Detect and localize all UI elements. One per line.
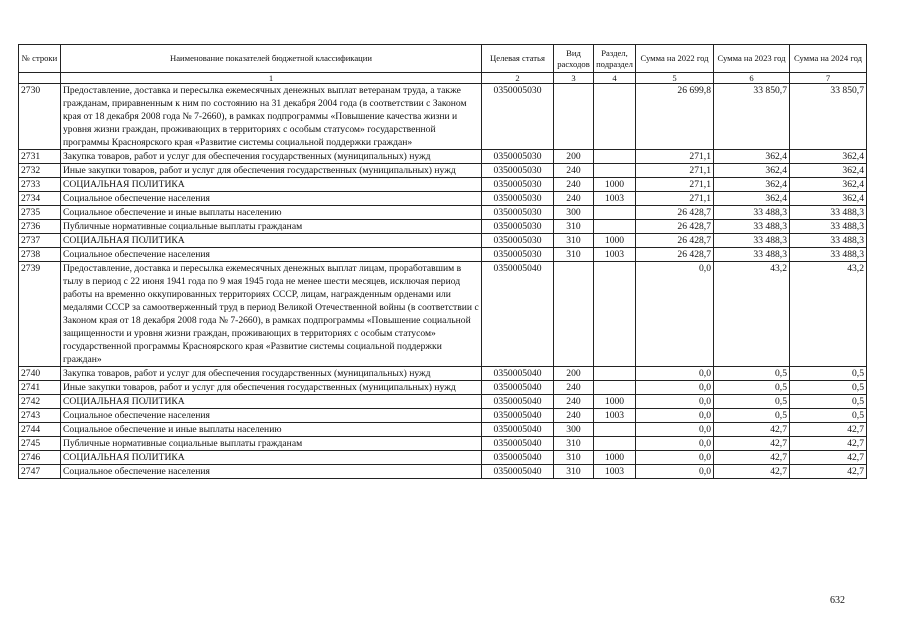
header-sum-2024: Сумма на 2024 год	[790, 45, 867, 73]
row-name: Социальное обеспечение населения	[61, 465, 482, 479]
row-sum-2023: 33 488,3	[714, 248, 790, 262]
row-sum-2023: 362,4	[714, 178, 790, 192]
row-name: Социальное обеспечение и иные выплаты населению	[61, 206, 482, 220]
row-target-code: 0350005030	[482, 248, 554, 262]
row-expense-type: 240	[554, 192, 594, 206]
row-sum-2022: 271,1	[636, 192, 714, 206]
row-section: 1003	[594, 248, 636, 262]
row-expense-type: 310	[554, 220, 594, 234]
table-header-row	[19, 45, 867, 73]
row-number: 2738	[19, 248, 61, 262]
row-section	[594, 206, 636, 220]
row-target-code: 0350005040	[482, 409, 554, 423]
table-row	[19, 409, 867, 423]
row-expense-type: 310	[554, 451, 594, 465]
table-row	[19, 437, 867, 451]
row-sum-2024: 42,7	[790, 437, 867, 451]
row-sum-2024: 362,4	[790, 192, 867, 206]
table-row	[19, 192, 867, 206]
row-section	[594, 220, 636, 234]
row-name: Публичные нормативные социальные выплаты гражданам	[61, 220, 482, 234]
row-expense-type: 240	[554, 178, 594, 192]
row-sum-2022: 0,0	[636, 367, 714, 381]
row-expense-type	[554, 84, 594, 150]
row-sum-2022: 271,1	[636, 178, 714, 192]
row-target-code: 0350005040	[482, 381, 554, 395]
row-name: СОЦИАЛЬНАЯ ПОЛИТИКА	[61, 395, 482, 409]
row-target-code: 0350005040	[482, 395, 554, 409]
row-target-code: 0350005040	[482, 465, 554, 479]
row-number: 2735	[19, 206, 61, 220]
row-target-code: 0350005030	[482, 150, 554, 164]
column-number: 3	[554, 73, 594, 84]
row-sum-2024: 0,5	[790, 395, 867, 409]
column-number: 4	[594, 73, 636, 84]
budget-table-frame	[18, 44, 866, 479]
header-target: Целевая статья	[482, 45, 554, 73]
row-name: Иные закупки товаров, работ и услуг для обеспечения государственных (муниципальных) нужд	[61, 164, 482, 178]
table-row	[19, 150, 867, 164]
row-sum-2024: 33 488,3	[790, 206, 867, 220]
row-number: 2747	[19, 465, 61, 479]
row-sum-2023: 33 850,7	[714, 84, 790, 150]
row-name: СОЦИАЛЬНАЯ ПОЛИТИКА	[61, 451, 482, 465]
row-section	[594, 262, 636, 367]
row-target-code: 0350005040	[482, 451, 554, 465]
row-expense-type: 240	[554, 381, 594, 395]
row-sum-2022: 0,0	[636, 437, 714, 451]
row-name: Предоставление, доставка и пересылка ежемесячных денежных выплат лицам, проработавшим в тылу в период с 22 июня 1941 года по 9 мая 1945 года не менее шести месяцев, исключая период работы на временно оккупированных территориях СССР, лицам, награжденным орденами или медалями СССР за самоотверженный труд в период Великой Отечественной войны (в соответствии с Законом края от 18 декабря 2008 года № 7-2660), в рамках подпрограммы «Повышение социальной защищенности и уровня жизни граждан, проживающих в территориях с особым статусом» государственной программы Красноярского края «Развитие системы социальной поддержки граждан»	[61, 262, 482, 367]
row-sum-2022: 0,0	[636, 381, 714, 395]
row-sum-2024: 33 488,3	[790, 220, 867, 234]
row-sum-2023: 0,5	[714, 381, 790, 395]
header-expense-type: Вид расходов	[554, 45, 594, 73]
row-sum-2022: 0,0	[636, 395, 714, 409]
row-name: СОЦИАЛЬНАЯ ПОЛИТИКА	[61, 178, 482, 192]
table-row	[19, 220, 867, 234]
row-sum-2023: 0,5	[714, 367, 790, 381]
row-sum-2023: 43,2	[714, 262, 790, 367]
row-expense-type: 300	[554, 206, 594, 220]
row-target-code: 0350005040	[482, 437, 554, 451]
row-section: 1000	[594, 451, 636, 465]
row-expense-type: 310	[554, 248, 594, 262]
row-sum-2024: 33 488,3	[790, 248, 867, 262]
row-sum-2023: 0,5	[714, 395, 790, 409]
row-number: 2737	[19, 234, 61, 248]
header-sum-2023: Сумма на 2023 год	[714, 45, 790, 73]
column-number-row	[19, 73, 867, 84]
row-name: СОЦИАЛЬНАЯ ПОЛИТИКА	[61, 234, 482, 248]
row-sum-2024: 362,4	[790, 164, 867, 178]
row-target-code: 0350005030	[482, 220, 554, 234]
row-section	[594, 150, 636, 164]
row-name: Предоставление, доставка и пересылка ежемесячных денежных выплат ветеранам труда, а также гражданам, приравненным к ним по состоянию на 31 декабря 2004 года (в соответствии с Законом края от 18 декабря 2008 года № 7-2660), в рамках подпрограммы «Повышение качества жизни и уровня жизни граждан, проживающих в территориях с особым статусом» государственной программы Красноярского края «Развитие системы социальной поддержки граждан»	[61, 84, 482, 150]
row-name: Социальное обеспечение населения	[61, 192, 482, 206]
row-name: Социальное обеспечение населения	[61, 248, 482, 262]
row-section: 1003	[594, 192, 636, 206]
row-sum-2024: 33 488,3	[790, 234, 867, 248]
row-sum-2024: 0,5	[790, 381, 867, 395]
column-number-blank	[19, 73, 61, 84]
column-number: 1	[61, 73, 482, 84]
page-number: 632	[830, 595, 845, 606]
table-row	[19, 451, 867, 465]
row-sum-2024: 42,7	[790, 465, 867, 479]
budget-table	[18, 44, 867, 479]
row-sum-2023: 42,7	[714, 465, 790, 479]
row-number: 2740	[19, 367, 61, 381]
row-number: 2743	[19, 409, 61, 423]
row-section	[594, 84, 636, 150]
row-sum-2024: 362,4	[790, 178, 867, 192]
row-name: Социальное обеспечение населения	[61, 409, 482, 423]
table-row	[19, 206, 867, 220]
row-target-code: 0350005030	[482, 234, 554, 248]
table-row	[19, 164, 867, 178]
row-sum-2023: 362,4	[714, 192, 790, 206]
row-sum-2024: 0,5	[790, 409, 867, 423]
header-section: Раздел, подраздел	[594, 45, 636, 73]
header-name: Наименование показателей бюджетной классификации	[61, 45, 482, 73]
row-sum-2023: 0,5	[714, 409, 790, 423]
row-section: 1000	[594, 234, 636, 248]
row-expense-type: 240	[554, 409, 594, 423]
row-sum-2024: 362,4	[790, 150, 867, 164]
header-row-no: № строки	[19, 45, 61, 73]
row-number: 2731	[19, 150, 61, 164]
row-section: 1003	[594, 465, 636, 479]
row-number: 2730	[19, 84, 61, 150]
row-target-code: 0350005030	[482, 178, 554, 192]
row-name: Закупка товаров, работ и услуг для обеспечения государственных (муниципальных) нужд	[61, 367, 482, 381]
row-number: 2746	[19, 451, 61, 465]
row-sum-2023: 33 488,3	[714, 206, 790, 220]
row-section	[594, 437, 636, 451]
table-body	[19, 84, 867, 479]
row-sum-2022: 26 428,7	[636, 206, 714, 220]
column-number: 2	[482, 73, 554, 84]
row-number: 2732	[19, 164, 61, 178]
row-expense-type: 310	[554, 437, 594, 451]
row-number: 2734	[19, 192, 61, 206]
row-expense-type: 200	[554, 367, 594, 381]
row-sum-2022: 0,0	[636, 409, 714, 423]
row-sum-2022: 26 428,7	[636, 248, 714, 262]
row-target-code: 0350005030	[482, 192, 554, 206]
row-sum-2023: 362,4	[714, 150, 790, 164]
column-number: 7	[790, 73, 867, 84]
row-expense-type: 310	[554, 234, 594, 248]
row-target-code: 0350005030	[482, 164, 554, 178]
row-sum-2022: 26 699,8	[636, 84, 714, 150]
row-sum-2022: 271,1	[636, 164, 714, 178]
row-target-code: 0350005030	[482, 84, 554, 150]
row-name: Иные закупки товаров, работ и услуг для обеспечения государственных (муниципальных) нужд	[61, 381, 482, 395]
row-expense-type: 240	[554, 164, 594, 178]
row-sum-2022: 0,0	[636, 451, 714, 465]
column-number: 6	[714, 73, 790, 84]
row-sum-2023: 33 488,3	[714, 220, 790, 234]
row-section	[594, 164, 636, 178]
row-sum-2023: 362,4	[714, 164, 790, 178]
row-section: 1003	[594, 409, 636, 423]
table-row	[19, 367, 867, 381]
row-expense-type: 240	[554, 395, 594, 409]
row-expense-type: 300	[554, 423, 594, 437]
row-number: 2736	[19, 220, 61, 234]
header-sum-2022: Сумма на 2022 год	[636, 45, 714, 73]
table-row	[19, 248, 867, 262]
table-row	[19, 178, 867, 192]
row-number: 2741	[19, 381, 61, 395]
row-expense-type: 200	[554, 150, 594, 164]
row-expense-type: 310	[554, 465, 594, 479]
row-sum-2024: 33 850,7	[790, 84, 867, 150]
row-sum-2024: 0,5	[790, 367, 867, 381]
row-expense-type	[554, 262, 594, 367]
row-sum-2022: 0,0	[636, 465, 714, 479]
row-sum-2023: 42,7	[714, 437, 790, 451]
row-section	[594, 381, 636, 395]
row-target-code: 0350005040	[482, 367, 554, 381]
row-number: 2742	[19, 395, 61, 409]
table-row	[19, 465, 867, 479]
row-name: Социальное обеспечение и иные выплаты населению	[61, 423, 482, 437]
row-number: 2739	[19, 262, 61, 367]
table-row	[19, 84, 867, 150]
row-section	[594, 423, 636, 437]
row-sum-2022: 0,0	[636, 423, 714, 437]
row-section: 1000	[594, 178, 636, 192]
row-sum-2024: 42,7	[790, 423, 867, 437]
row-number: 2744	[19, 423, 61, 437]
table-row	[19, 423, 867, 437]
row-sum-2024: 42,7	[790, 451, 867, 465]
row-name: Публичные нормативные социальные выплаты гражданам	[61, 437, 482, 451]
row-sum-2022: 0,0	[636, 262, 714, 367]
table-row	[19, 234, 867, 248]
table-row	[19, 381, 867, 395]
row-target-code: 0350005040	[482, 423, 554, 437]
row-sum-2022: 26 428,7	[636, 220, 714, 234]
row-sum-2023: 33 488,3	[714, 234, 790, 248]
table-row	[19, 395, 867, 409]
row-section: 1000	[594, 395, 636, 409]
table-row	[19, 262, 867, 367]
row-number: 2745	[19, 437, 61, 451]
row-sum-2022: 26 428,7	[636, 234, 714, 248]
row-sum-2022: 271,1	[636, 150, 714, 164]
row-sum-2023: 42,7	[714, 451, 790, 465]
row-sum-2023: 42,7	[714, 423, 790, 437]
row-sum-2024: 43,2	[790, 262, 867, 367]
row-target-code: 0350005030	[482, 206, 554, 220]
row-section	[594, 367, 636, 381]
row-target-code: 0350005040	[482, 262, 554, 367]
row-name: Закупка товаров, работ и услуг для обеспечения государственных (муниципальных) нужд	[61, 150, 482, 164]
row-number: 2733	[19, 178, 61, 192]
column-number: 5	[636, 73, 714, 84]
